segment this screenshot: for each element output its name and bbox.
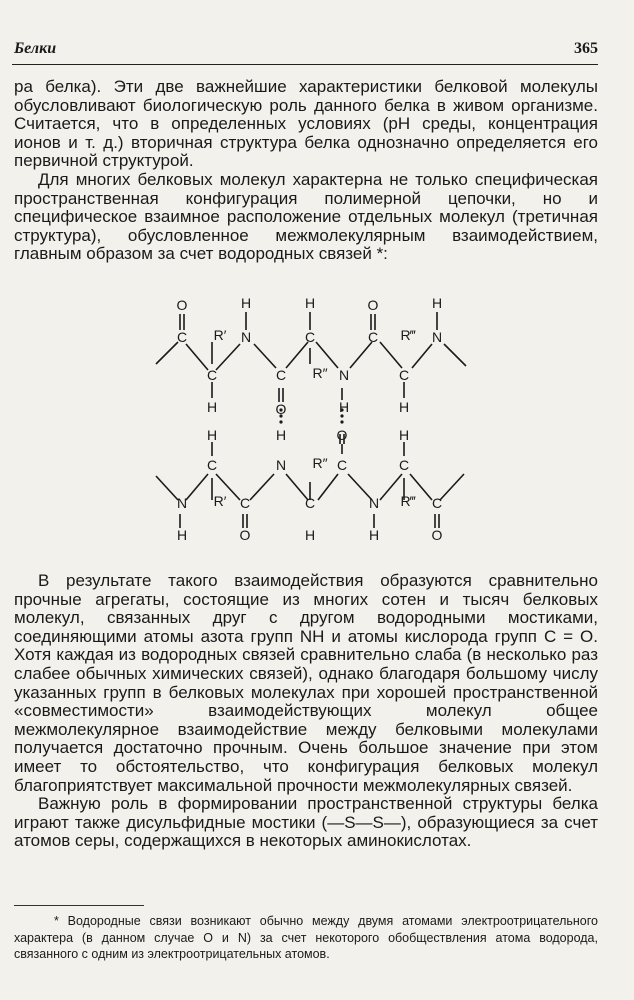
paragraph-2: Для многих белковых молекул характерна не только специфическая пространственная конфигурация полимерной цепочки, но и специфическое взаимное расположение отдельных молекул (третичная структура), обусловленное межмолекулярным взаимодействием, главным образом за счет водородных связей *: [14,169,598,264]
running-header [12,40,598,65]
upper-chain-bonds [156,312,466,402]
running-title: Белки [14,40,57,57]
footnote-text: * Водородные связи возникают обычно между двумя атомами электроотрицательного характера (в данном случае O и N) за счет некоторого обобществления атома водорода, связанного с одним из электроотрицательных атомов. [14,914,598,961]
atom-o: O [367,297,379,313]
lower-chain-bonds [156,434,464,528]
atom-h: H [338,399,350,415]
atom-c: C [431,495,443,511]
paragraph-1: ра белка). Эти две важнейшие характеристики белковой молекулы обусловливают биологическую роль данного белка в живом организме. Считается, что в определенных условиях (рН среды, концентрация ионов и т. д.) вторичная структура белка однозначно определяется его первичной структурой. [14,77,598,171]
atom-c: C [206,367,218,383]
atom-h: H [206,427,218,443]
atom-o: O [275,401,287,417]
atom-n: N [338,367,350,383]
group-r2: R″ [312,365,328,381]
hydrogen-bond-diagram [140,294,480,544]
atom-c: C [239,495,251,511]
paragraph-4: Важную роль в формировании пространственной структуры белка играют также дисульфидные мостики (—S—S—), образующиеся за счет атомов серы, содержащихся в некоторых аминокислотах. [14,794,598,851]
atom-h: H [398,427,410,443]
group-r3: R‴ [400,493,416,509]
atom-n: N [275,457,287,473]
atom-c: C [176,329,188,345]
atom-h: H [398,399,410,415]
atom-h: H [176,527,188,543]
atom-n: N [431,329,443,345]
atom-n: N [240,329,252,345]
atom-c: C [336,457,348,473]
atom-c: C [275,367,287,383]
group-r1: R′ [213,327,227,343]
atom-h: H [206,399,218,415]
page-number: 365 [574,40,598,57]
atom-h: H [368,527,380,543]
atom-c: C [206,457,218,473]
hydrogen-bond-dots [279,408,343,423]
atom-c: C [304,329,316,345]
atom-o: O [239,527,251,543]
atom-h: H [304,527,316,543]
atom-c: C [398,367,410,383]
group-r3: R‴ [400,327,416,343]
atom-n: N [368,495,380,511]
diagram-svg [140,294,480,544]
atom-h: H [431,295,443,311]
atom-o: O [176,297,188,313]
atom-h: H [275,427,287,443]
group-r2: R″ [312,455,328,471]
atom-c: C [304,495,316,511]
text-block-top [14,78,598,264]
atom-o: O [431,527,443,543]
atom-o: O [336,427,348,443]
atom-h: H [240,295,252,311]
footnote-divider [14,905,144,906]
atom-h: H [304,295,316,311]
atom-c: C [367,329,379,345]
footnote [14,913,598,963]
paragraph-3: В результате такого взаимодействия образуются сравнительно прочные агрегаты, состоящие из многих сотен и тысяч белковых молекул, связанных друг с другом водородными мостиками, соединяющими атомы азота групп NH и атомы кислорода групп C = O. Хотя каждая из водородных связей сравнительно слаба (в несколько раз слабее обычных химических связей), однако благодаря большому числу указанных групп в белковых молекулах при хорошей пространственной «совместимости» взаимодействующих молекул общее межмолекулярное взаимодействие между белковыми молекулами получается достаточно прочным. Очень большое значение при этом имеет то обстоятельство, что конфигурация белковых молекул благоприятствует максимальной прочности межмолекулярных связей. [14,571,598,795]
group-r1: R′ [213,493,227,509]
text-block-bottom [14,572,598,851]
atom-n: N [176,495,188,511]
atom-c: C [398,457,410,473]
